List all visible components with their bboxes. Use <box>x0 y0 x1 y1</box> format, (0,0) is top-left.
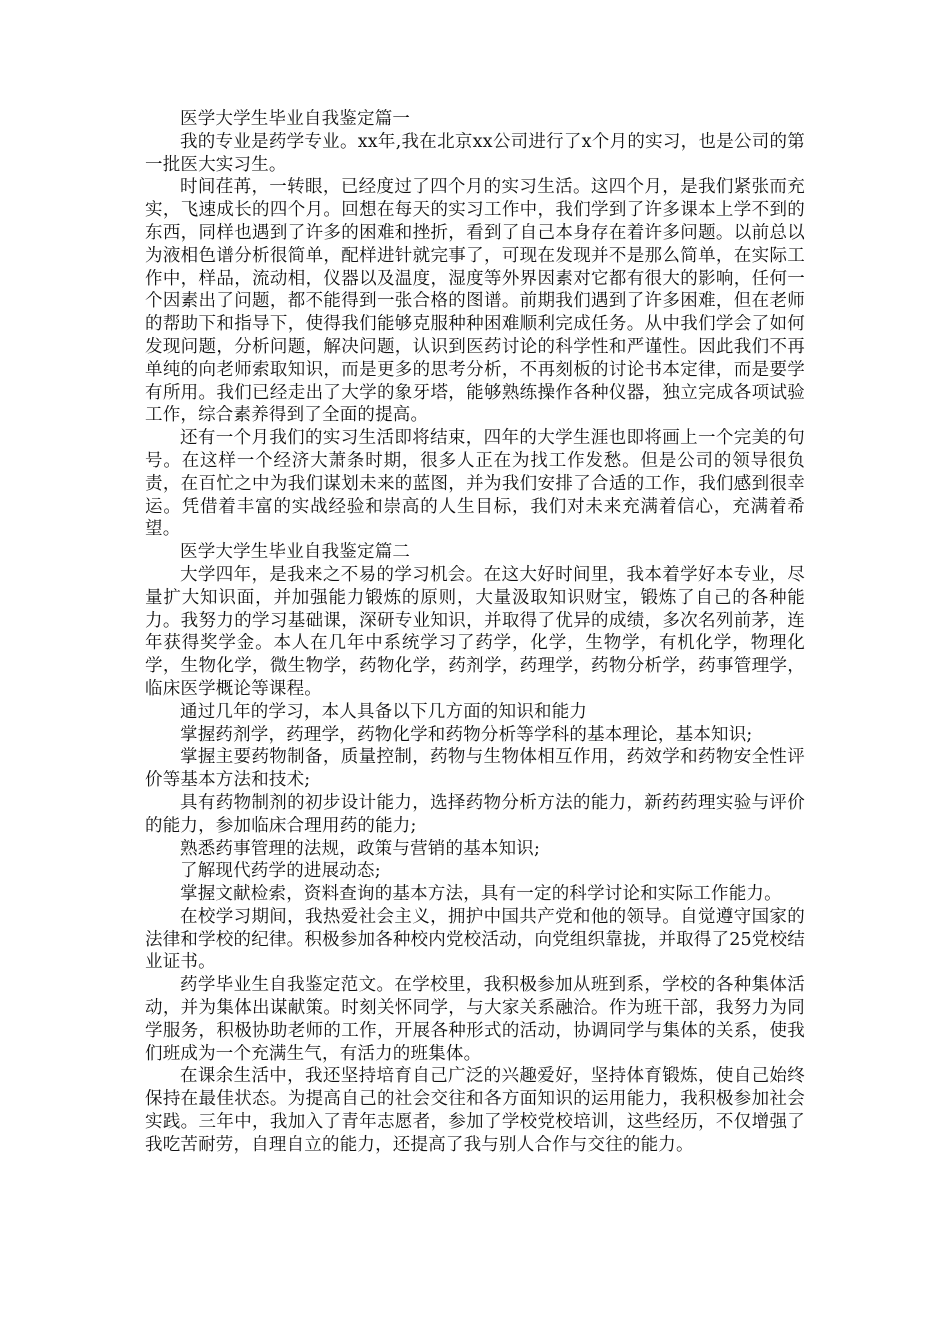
section-heading-2: 医学大学生毕业自我鉴定篇二 <box>180 542 411 563</box>
list-item: 掌握药剂学，药理学，药物化学和药物分析等学科的基本理论，基本知识; <box>180 724 753 745</box>
paragraph: 还有一个月我们的实习生活即将结束，四年的大学生涯也即将画上一个完美的句号。在这样一个经济大萧条时期，很多人正在为找工作发愁。但是公司的领导很负责，在百忙之中为我们谋划未来的蓝图，并为我们安排了合适的工作，我们感到很幸运。凭借着丰富的实战经验和崇高的人生目标，我们对未来充满着信心，充满着希望。 <box>145 428 805 540</box>
paragraph: 通过几年的学习，本人具备以下几方面的知识和能力 <box>180 701 588 722</box>
list-item: 了解现代药学的进展动态; <box>180 861 381 882</box>
paragraph: 药学毕业生自我鉴定范文。在学校里，我积极参加从班到系，学校的各种集体活动，并为集体出谋献策。时刻关怀同学，与大家关系融洽。作为班干部，我努力为同学服务，积极协助老师的工作，开展各种形式的活动，协调同学与集体的关系，使我们班成为一个充满生气，有活力的班集体。 <box>145 975 805 1064</box>
section-heading-1: 医学大学生毕业自我鉴定篇一 <box>180 109 411 129</box>
list-item: 熟悉药事管理的法规，政策与营销的基本知识; <box>180 838 541 859</box>
list-item: 具有药物制剂的初步设计能力，选择药物分析方法的能力，新药药理实验与评价的能力，参加临床合理用药的能力; <box>145 792 805 836</box>
list-item: 掌握文献检索，资料查询的基本方法，具有一定的科学讨论和实际工作能力。 <box>180 884 782 905</box>
paragraph: 大学四年，是我来之不易的学习机会。在这大好时间里，我本着学好本专业，尽量扩大知识面，并加强能力锻炼的原则，大量汲取知识财宝，锻炼了自己的各种能力。我努力的学习基础课，深研专业知识，并取得了优异的成绩，多次名列前茅，连年获得奖学金。本人在几年中系统学习了药学，化学，生物学，有机化学，物理化学，生物化学，微生物学，药物化学，药剂学，药理学，药物分析学，药事管理学，临床医学概论等课程。 <box>145 564 805 699</box>
paragraph: 时间荏苒，一转眼，已经度过了四个月的实习生活。这四个月，是我们紧张而充实，飞速成长的四个月。回想在每天的实习工作中，我们学到了许多课本上学不到的东西，同样也遇到了许多的困难和挫折，看到了自己本身存在着许多问题。以前总以为液相色谱分析很简单，配样进针就完事了，可现在发现并不是那么简单，在实际工作中，样品，流动相，仪器以及温度，湿度等外界因素对它都有很大的影响，任何一个因素出了问题，都不能得到一张合格的图谱。前期我们遇到了许多困难，但在老师的帮助下和指导下，使得我们能够克服种种困难顺利完成任务。从中我们学会了如何发现问题，分析问题，解决问题，认识到医药讨论的科学性和严谨性。因此我们不再单纯的向老师索取知识，而是更多的思考分析，不再刻板的讨论书本定律，而是要学有所用。我们已经走出了大学的象牙塔，能够熟练操作各种仪器，独立完成各项试验工作，综合素养得到了全面的提高。 <box>145 177 805 426</box>
paragraph: 在课余生活中，我还坚持培育自己广泛的兴趣爱好，坚持体育锻炼，使自己始终保持在最佳状态。为提高自己的社会交往和各方面知识的运用能力，我积极参加社会实践。三年中，我加入了青年志愿者，参加了学校党校培训，这些经历，不仅增强了我吃苦耐劳，自理自立的能力，还提高了我与别人合作与交往的能力。 <box>145 1066 805 1155</box>
paragraph: 在校学习期间，我热爱社会主义，拥护中国共产党和他的领导。自觉遵守国家的法律和学校的纪律。积极参加各种校内党校活动，向党组织靠拢，并取得了25党校结业证书。 <box>145 906 805 973</box>
document-body <box>145 108 805 1157</box>
paragraph: 我的专业是药学专业。xx年,我在北京xx公司进行了x个月的实习，也是公司的第一批医大实习生。 <box>145 131 805 175</box>
list-item: 掌握主要药物制备，质量控制，药物与生物体相互作用，药效学和药物安全性评价等基本方法和技术; <box>145 747 805 791</box>
